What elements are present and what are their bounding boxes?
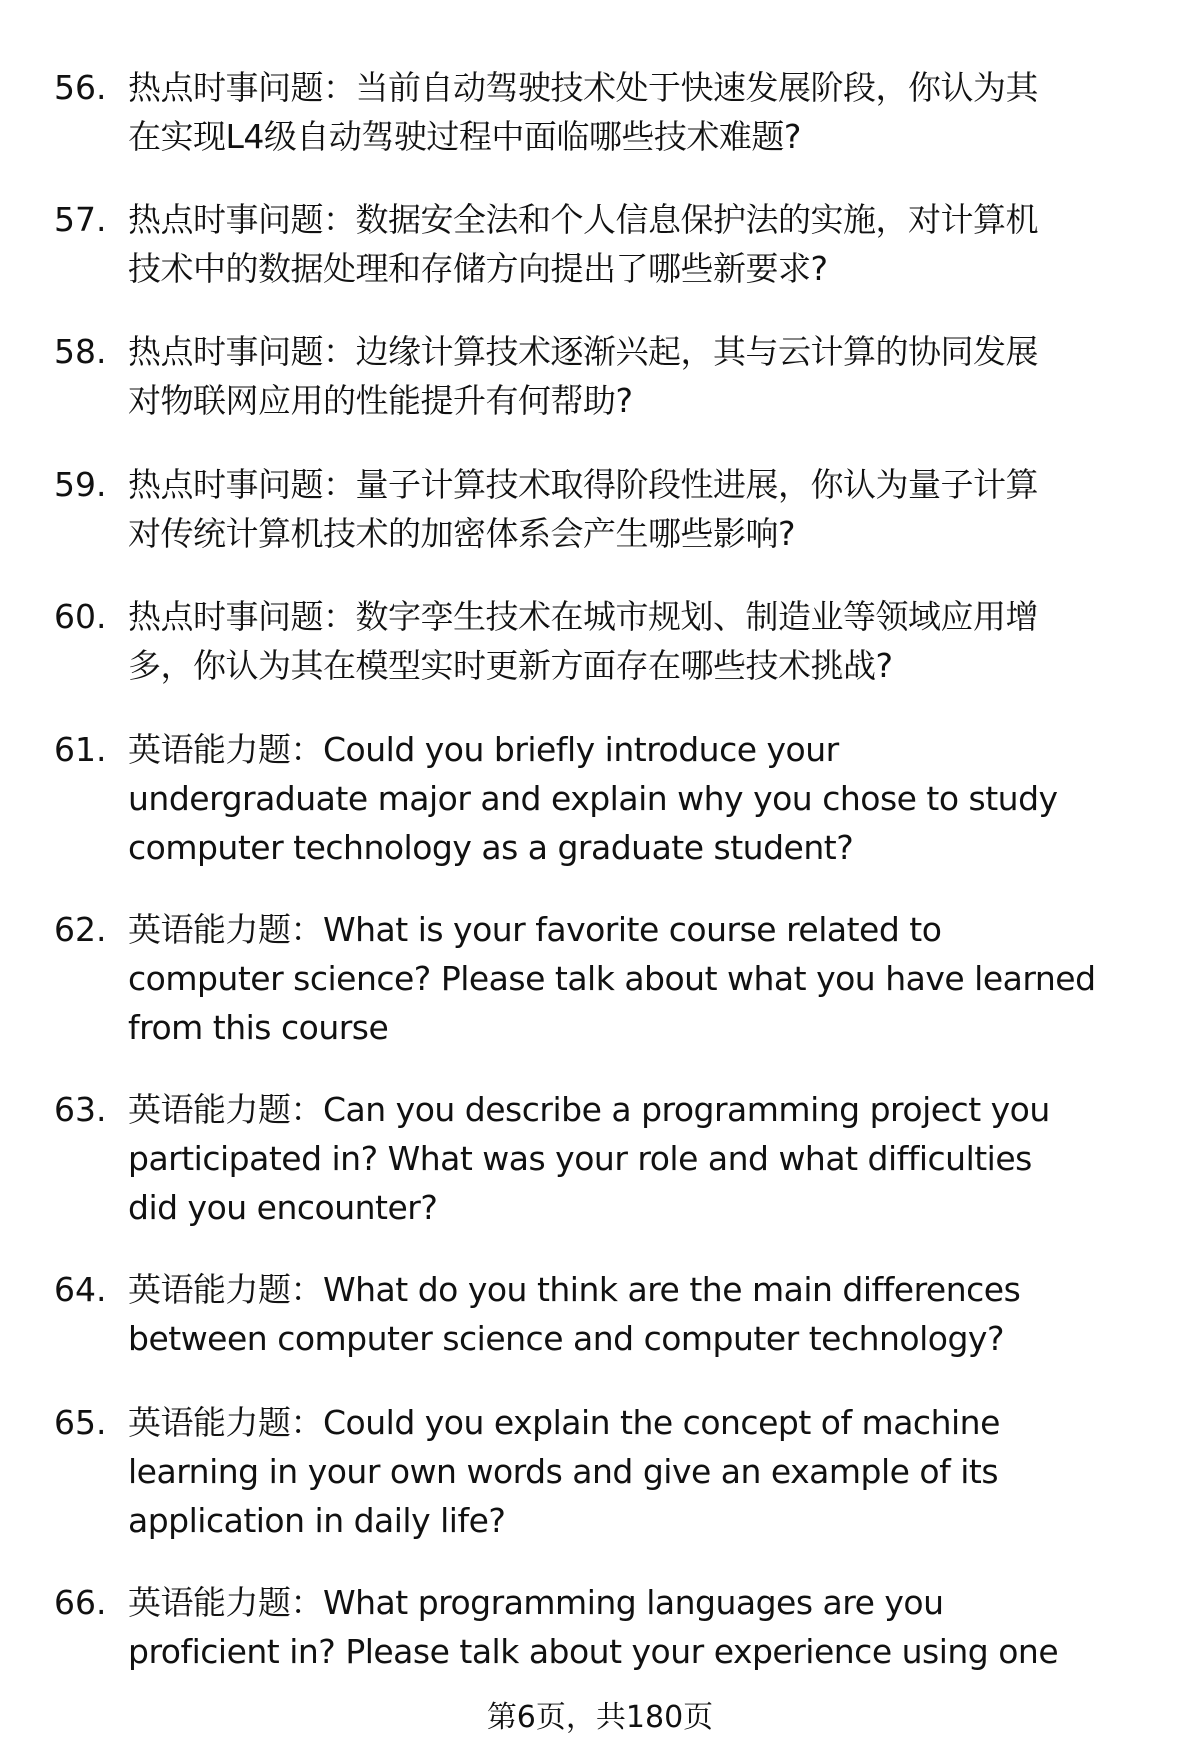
question-text-line: 热点时事问题：数字孪生技术在城市规划、制造业等领域应用增 xyxy=(128,597,1038,636)
question-text-line: 多，你认为其在模型实时更新方面存在哪些技术挑战? xyxy=(128,646,893,685)
question-text-line: application in daily life? xyxy=(128,1501,506,1540)
question-text-line: 热点时事问题：量子计算技术取得阶段性进展，你认为量子计算 xyxy=(128,465,1038,504)
question-text-line: 热点时事问题：数据安全法和个人信息保护法的实施，对计算机 xyxy=(128,200,1038,239)
question-text xyxy=(128,725,1188,872)
question-text xyxy=(128,1578,1188,1676)
question-number: 60. xyxy=(54,597,107,636)
question-text-line: learning in your own words and give an example of its xyxy=(128,1452,999,1491)
question-text-line: 英语能力题：Can you describe a programming project you xyxy=(128,1090,1050,1129)
question-number: 66. xyxy=(54,1583,107,1622)
question-text xyxy=(128,1265,1188,1363)
question-text-line: 热点时事问题：当前自动驾驶技术处于快速发展阶段，你认为其 xyxy=(128,68,1038,107)
question-number: 57. xyxy=(54,200,107,239)
question-text xyxy=(128,460,1188,558)
question-text-line: 热点时事问题：边缘计算技术逐渐兴起，其与云计算的协同发展 xyxy=(128,332,1038,371)
question-text-line: from this course xyxy=(128,1008,389,1047)
question-number: 62. xyxy=(54,910,107,949)
question-text xyxy=(128,63,1188,161)
question-text-line: proficient in? Please talk about your experience using one xyxy=(128,1632,1059,1671)
question-number: 58. xyxy=(54,332,107,371)
question-text-line: 英语能力题：Could you explain the concept of machine xyxy=(128,1403,1000,1442)
question-text xyxy=(128,195,1188,293)
question-text-line: 英语能力题：What do you think are the main differences xyxy=(128,1270,1021,1309)
question-number: 61. xyxy=(54,730,107,769)
question-number: 63. xyxy=(54,1090,107,1129)
question-text-line: computer science? Please talk about what you have learned xyxy=(128,959,1096,998)
question-text-line: 对物联网应用的性能提升有何帮助? xyxy=(128,381,633,420)
question-text-line: 英语能力题：What is your favorite course related to xyxy=(128,910,942,949)
question-text-line: 技术中的数据处理和存储方向提出了哪些新要求? xyxy=(128,249,828,288)
question-text-line: between computer science and computer technology? xyxy=(128,1319,1004,1358)
page-indicator: 第6页，共180页 xyxy=(486,1700,714,1735)
question-text-line: did you encounter? xyxy=(128,1188,438,1227)
question-text-line: 英语能力题：Could you briefly introduce your xyxy=(128,730,839,769)
question-text xyxy=(128,905,1188,1052)
question-text-line: 在实现L4级自动驾驶过程中面临哪些技术难题? xyxy=(128,117,801,156)
question-text-line: 对传统计算机技术的加密体系会产生哪些影响? xyxy=(128,514,796,553)
question-number: 59. xyxy=(54,465,107,504)
question-text-line: 英语能力题：What programming languages are you xyxy=(128,1583,944,1622)
question-text xyxy=(128,1085,1188,1232)
question-number: 64. xyxy=(54,1270,107,1309)
question-number: 65. xyxy=(54,1403,107,1442)
question-text xyxy=(128,592,1188,690)
question-text-line: computer technology as a graduate student? xyxy=(128,828,854,867)
question-number: 56. xyxy=(54,68,107,107)
question-text-line: undergraduate major and explain why you chose to study xyxy=(128,779,1058,818)
question-text xyxy=(128,1398,1188,1545)
question-text-line: participated in? What was your role and what difficulties xyxy=(128,1139,1032,1178)
question-text xyxy=(128,327,1188,425)
